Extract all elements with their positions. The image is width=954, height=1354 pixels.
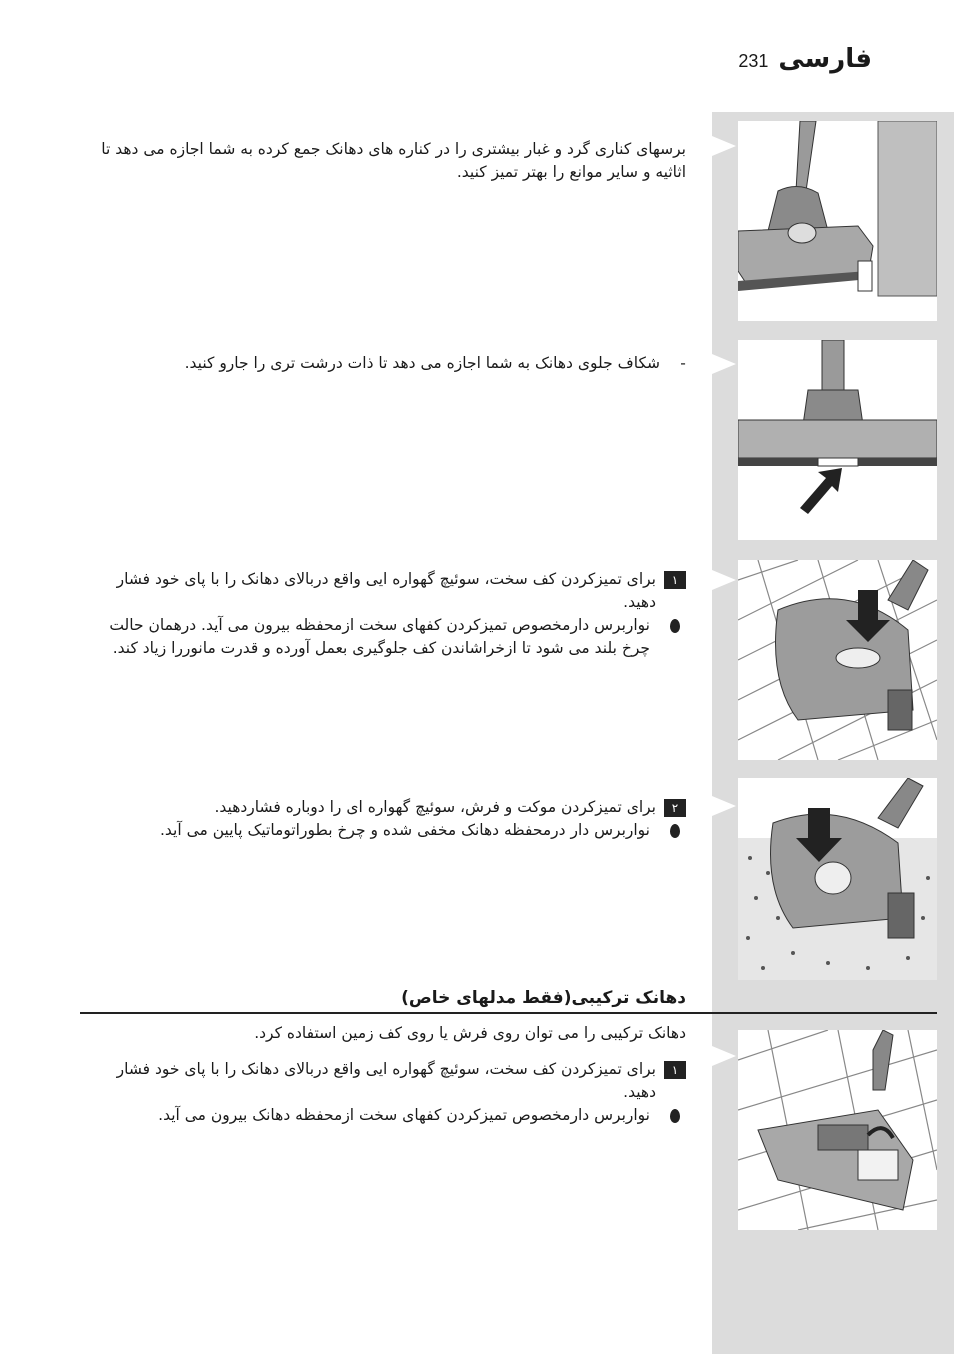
page-header	[738, 44, 872, 74]
side-brushes-paragraph: برسهای کناری گرد و غبار بیشتری را در کناره های دهانک جمع کرده به شما اجازه می دهد تا اثاثیه و سایر موانع را بهتر تمیز کنید.	[101, 140, 686, 181]
nozzle-front-slot-figure	[738, 340, 937, 540]
nozzle-side-brushes-figure	[738, 121, 937, 321]
pointer-arrow	[712, 570, 736, 590]
step-text: برای تمیزکردن موکت و فرش، سوئیچ گهواره ای را دوباره فشاردهید.	[214, 798, 656, 816]
combi-intro: دهانک ترکیبی را می توان روی فرش یا روی کف زمین استفاده کرد.	[254, 1024, 686, 1042]
step-number-badge: ۱	[664, 571, 686, 589]
pointer-arrow	[712, 136, 736, 156]
dash-marker: -	[680, 354, 686, 372]
step-bullet-text: نواربرس دار درمحفظه دهانک مخفی شده و چرخ بطوراتوماتیک پایین می آید.	[159, 821, 650, 839]
step-number-badge: ۲	[664, 799, 686, 817]
step-text: برای تمیزکردن کف سخت، سوئیچ گهواره ایی واقع دربالای دهانک را با پای خود فشار دهید.	[116, 570, 656, 611]
step-bullet-text: نواربرس دارمخصوص تمیزکردن کفهای سخت ازمحفظه بیرون می آید. درهمان حالت چرخ بلند می شود تا ازخراشاندن کف جلوگیری بعمل آورده و قدرت مانوررا زیاد کند.	[109, 616, 650, 657]
bullet-icon	[670, 824, 680, 838]
pointer-arrow	[712, 796, 736, 816]
nozzle-hard-floor-figure	[738, 560, 937, 760]
combi-nozzle-heading: دهانک ترکیبی(فقط مدلهای خاص)	[401, 988, 686, 1008]
step-hard-floor	[96, 568, 686, 660]
front-slot-text: شکاف جلوی دهانک به شما اجازه می دهد تا ذات درشت تری را جارو کنید.	[184, 354, 660, 372]
section-divider	[80, 1012, 937, 1014]
pointer-arrow	[712, 354, 736, 374]
step-combi-hard-floor	[96, 1058, 686, 1127]
step-carpet	[96, 796, 686, 842]
nozzle-carpet-figure	[738, 778, 937, 980]
bullet-icon	[670, 1109, 680, 1123]
combi-nozzle-figure	[738, 1030, 937, 1230]
bullet-icon	[670, 619, 680, 633]
pointer-arrow	[712, 1046, 736, 1066]
step-bullet-text: نواربرس دارمخصوص تمیزکردن کفهای سخت ازمحفظه دهانک بیرون می آید.	[158, 1106, 650, 1124]
step-text: برای تمیزکردن کف سخت، سوئیچ گهواره ایی واقع دربالای دهانک را با پای خود فشار دهید.	[116, 1060, 656, 1101]
page-number: 231	[738, 51, 769, 71]
step-number-badge: ۱	[664, 1061, 686, 1079]
language-title: فارسی	[778, 44, 872, 74]
front-slot-item	[78, 352, 698, 375]
